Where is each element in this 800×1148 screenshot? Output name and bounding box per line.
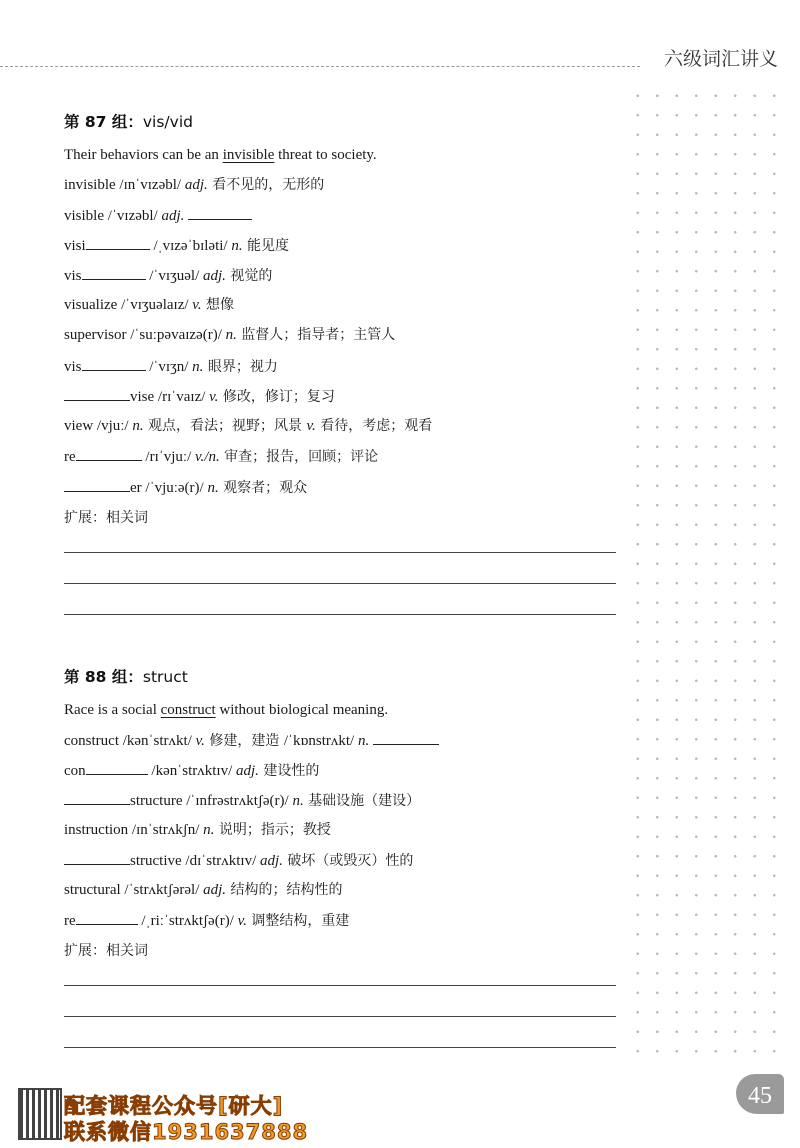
entry-word: supervisor /ˈsuːpəvaɪzə(r)/: [64, 327, 226, 343]
entry-meaning: 审查；报告，回顾；评论: [219, 449, 379, 465]
entry-meaning: 建设性的: [258, 763, 320, 779]
vocab-entry: [64, 850, 413, 871]
entry-meaning: 眼界；视力: [203, 359, 278, 375]
sentence-keyword: construct: [160, 702, 216, 718]
entry-meaning: 观察者；观众: [218, 480, 308, 496]
vocab-entry: [64, 730, 439, 751]
fill-blank[interactable]: [64, 850, 130, 865]
meaning-blank[interactable]: [188, 205, 252, 220]
group-87-title: [64, 110, 193, 132]
entry-phonetic: /ˌvɪzəˈbɪləti/: [149, 238, 232, 254]
header-rule: [0, 66, 640, 67]
entry-meaning: 看不见的，无形的: [207, 177, 325, 193]
page-number: 45: [736, 1074, 784, 1114]
vocab-entry: [64, 235, 289, 256]
entry-pos: n.: [207, 480, 219, 496]
promo-line-2: 联系微信1931637888: [64, 1120, 309, 1144]
entry-meaning: 视觉的: [225, 268, 273, 284]
fill-blank[interactable]: [76, 446, 142, 461]
entry-pos: v.: [209, 389, 219, 405]
fill-blank[interactable]: [86, 235, 150, 250]
group-88-title: [64, 665, 188, 687]
sentence-pre: Their behaviors can be an: [64, 147, 223, 163]
entry-pos: v.: [192, 297, 202, 313]
vocab-entry: [64, 880, 343, 900]
entry-phonetic: /kənˈstrʌktɪv/: [147, 763, 236, 779]
sentence-post: without biological meaning.: [215, 702, 389, 718]
entry-pos: adj.: [236, 763, 259, 779]
answer-line[interactable]: [64, 1047, 616, 1048]
entry-word: vis: [64, 359, 82, 375]
entry-word: structure /ˈɪnfrəstrʌktʃə(r)/: [130, 793, 293, 809]
group-87-title-prefix: 第 87 组：: [64, 113, 143, 131]
vocab-entry: [64, 477, 307, 498]
vocab-entry: [64, 265, 272, 286]
qr-code: [18, 1088, 62, 1140]
answer-line[interactable]: [64, 1016, 616, 1017]
entry-pos-2: v.: [306, 418, 316, 434]
entry-pos: adj.: [203, 268, 226, 284]
entry-pos: n.: [292, 793, 304, 809]
vocab-entry: [64, 910, 349, 931]
entry-pos: adj.: [161, 208, 185, 224]
entry-pos: adj.: [203, 882, 227, 898]
fill-blank[interactable]: [64, 790, 130, 805]
entry-phonetic: /rɪˈvjuː/: [141, 449, 195, 465]
entry-meaning: 想像: [201, 297, 235, 313]
entry-word: instruction /ɪnˈstrʌkʃn/: [64, 822, 204, 838]
vocab-entry: [64, 760, 319, 781]
vocab-entry: [64, 820, 331, 840]
answer-line[interactable]: [64, 985, 616, 986]
entry-word: re: [64, 913, 76, 929]
vocab-entry: [64, 356, 278, 377]
group-87-title-code: vis/vid: [142, 113, 193, 131]
fill-blank[interactable]: [76, 910, 138, 925]
entry-pos: n.: [132, 418, 144, 434]
entry-word: visi: [64, 238, 86, 254]
entry-meaning: 结构的；结构性的: [226, 882, 343, 898]
entry-word: con: [64, 763, 86, 779]
group-87-extension-label: 扩展：相关词: [64, 510, 148, 526]
entry-phonetic: /ˈvɪʒuəl/: [145, 268, 203, 284]
entry-word: structural /ˈstrʌktʃərəl/: [64, 882, 204, 898]
group-88-title-code: struct: [142, 668, 188, 686]
group-87-example-sentence: [64, 145, 377, 165]
entry-meaning: 修建，建造: [204, 733, 284, 749]
entry-meaning: 破坏（或毁灭）性的: [282, 853, 414, 869]
vocab-entry: [64, 386, 335, 407]
entry-word: view /vjuː/: [64, 418, 133, 434]
answer-line[interactable]: [64, 552, 616, 553]
sentence-post: threat to society.: [274, 147, 377, 163]
entry-word: vise /rɪˈvaɪz/: [130, 389, 210, 405]
entry-pos: n.: [203, 822, 215, 838]
group-88-example-sentence: [64, 700, 388, 720]
entry-meaning: 能见度: [242, 238, 290, 254]
header-title: 六级词汇讲义: [663, 48, 778, 70]
entry-meaning: 监督人；指导者；主管人: [236, 327, 396, 343]
answer-line[interactable]: [64, 583, 616, 584]
vocab-entry: [64, 175, 324, 195]
entry-word: invisible /ɪnˈvɪzəbl/: [64, 177, 185, 193]
vocab-entry: [64, 295, 234, 315]
fill-blank[interactable]: [64, 477, 130, 492]
entry-phonetic: /ˈvɪʒn/: [145, 359, 193, 375]
entry-meaning: 观点，看法；视野；风景: [143, 418, 307, 434]
entry-pos: n.: [192, 359, 204, 375]
entry-word: structive /dɪˈstrʌktɪv/: [130, 853, 260, 869]
entry-phonetic-2: /ˈkɒnstrʌkt/: [283, 733, 358, 749]
entry-word: er /ˈvjuːə(r)/: [130, 480, 208, 496]
vocab-entry: [64, 325, 395, 345]
meaning-blank[interactable]: [373, 730, 439, 745]
entry-pos: v./n.: [194, 449, 220, 465]
entry-pos: v.: [195, 733, 205, 749]
entry-pos: n.: [231, 238, 243, 254]
fill-blank[interactable]: [82, 356, 146, 371]
fill-blank[interactable]: [86, 760, 148, 775]
entry-word: re: [64, 449, 76, 465]
group-88-extension-label: 扩展：相关词: [64, 943, 148, 959]
sentence-pre: Race is a social: [64, 702, 161, 718]
entry-meaning: 基础设施（建设）: [303, 793, 421, 809]
dot-grid: [628, 86, 778, 1066]
entry-meaning: 修改，修订；复习: [218, 389, 335, 405]
entry-word: construct /kənˈstrʌkt/: [64, 733, 196, 749]
entry-word: vis: [64, 268, 82, 284]
answer-line[interactable]: [64, 614, 616, 615]
entry-pos: adj.: [259, 853, 283, 869]
fill-blank[interactable]: [82, 265, 146, 280]
entry-pos-2: n.: [357, 733, 370, 749]
vocab-entry: [64, 446, 378, 467]
entry-meaning-2: 看待，考虑；观看: [315, 418, 433, 434]
entry-pos: n.: [225, 327, 237, 343]
entry-word: visible /ˈvɪzəbl/: [64, 208, 162, 224]
vocab-entry: [64, 790, 420, 811]
entry-meaning: 说明；指示；教授: [214, 822, 331, 838]
vocab-entry: [64, 416, 432, 436]
promo-line-1: 配套课程公众号[研大]: [64, 1094, 284, 1118]
entry-word: visualize /ˈvɪʒuəlaɪz/: [64, 297, 193, 313]
fill-blank[interactable]: [64, 386, 130, 401]
entry-meaning: 调整结构，重建: [246, 913, 350, 929]
entry-pos: v.: [237, 913, 247, 929]
group-88-title-prefix: 第 88 组：: [64, 668, 143, 686]
entry-pos: adj.: [184, 177, 208, 193]
vocab-entry: [64, 205, 252, 226]
entry-phonetic: /ˌriːˈstrʌktʃə(r)/: [137, 913, 238, 929]
sentence-keyword: invisible: [222, 147, 275, 163]
